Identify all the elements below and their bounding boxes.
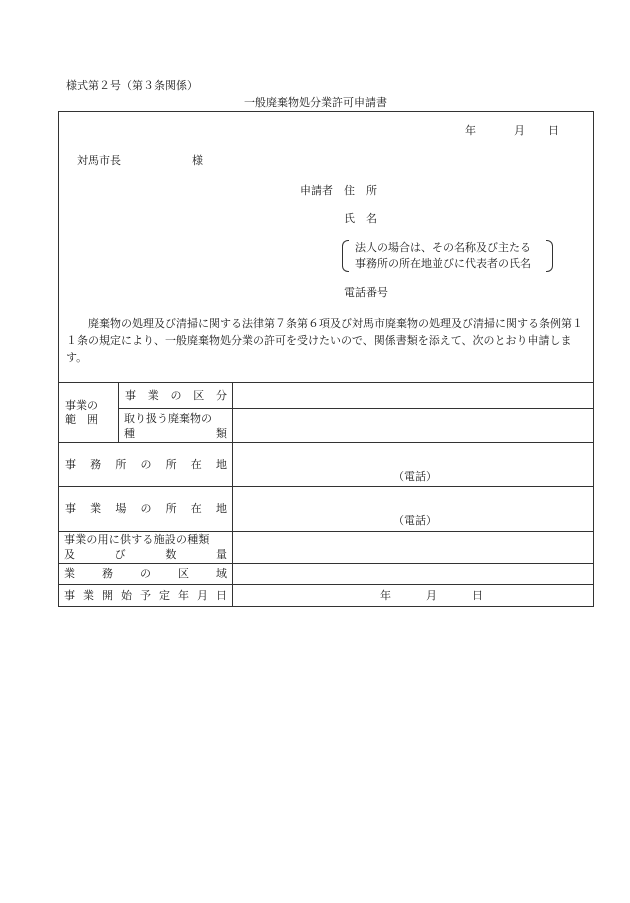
note-bracket-right [546, 240, 553, 272]
start-date-year[interactable]: 年 [380, 589, 391, 602]
site-location-label: 事 業 場 の 所 在 地 [65, 502, 227, 515]
note-bracket-left [342, 240, 349, 272]
scope-category-label: 事 業 の 区 分 [125, 389, 227, 402]
office-location-label: 事 務 所 の 所 在 地 [65, 458, 227, 471]
service-area-label: 業 務 の 区 域 [64, 567, 227, 580]
date-day: 日 [548, 124, 559, 137]
form-title: 一般廃棄物処分業許可申請書 [244, 96, 387, 109]
applicant-phone-label[interactable]: 電話番号 [344, 286, 388, 299]
date-month: 月 [514, 124, 525, 137]
scope-category-value[interactable] [236, 385, 590, 405]
waste-type-value[interactable] [236, 411, 590, 439]
facility-value[interactable] [236, 534, 590, 560]
date-year: 年 [465, 124, 476, 137]
application-body-text: 廃棄物の処理及び清掃に関する法律第７条第６項及び対馬市廃棄物の処理及び清掃に関する条例第１１条の規定により、一般廃棄物処分業の許可を受けたいので、関係書類を添えて、次のとおり申請します。 [66, 317, 583, 364]
facility-label-line2: 及 び 数 量 [64, 548, 227, 561]
scope-label-line1: 事業の [65, 399, 98, 412]
scope-label-line2: 範 囲 [65, 413, 98, 426]
applicant-label: 申請者 [300, 184, 333, 197]
start-date-label: 事 業 開 始 予 定 年 月 日 [64, 589, 227, 602]
start-date-day[interactable]: 日 [472, 589, 483, 602]
waste-type-line2: 種 類 [124, 427, 227, 440]
corporate-note-line2: 事務所の所在地並びに代表者の氏名 [355, 257, 531, 270]
applicant-address-label[interactable]: 住 所 [344, 184, 377, 197]
office-phone-label[interactable]: （電話） [393, 470, 437, 483]
waste-type-line1: 取り扱う廃棄物の [124, 412, 212, 425]
form-number: 様式第２号（第３条関係） [66, 79, 198, 92]
corporate-note-line1: 法人の場合は、その名称及び主たる [355, 241, 531, 254]
facility-label-line1: 事業の用に供する施設の種類 [64, 533, 210, 546]
site-phone-label[interactable]: （電話） [393, 514, 437, 527]
addressee-honorific: 様 [192, 154, 203, 167]
start-date-month[interactable]: 月 [426, 589, 437, 602]
addressee-name: 対馬市長 [77, 154, 121, 167]
service-area-value[interactable] [236, 566, 590, 582]
applicant-name-label[interactable]: 氏 名 [344, 212, 377, 225]
